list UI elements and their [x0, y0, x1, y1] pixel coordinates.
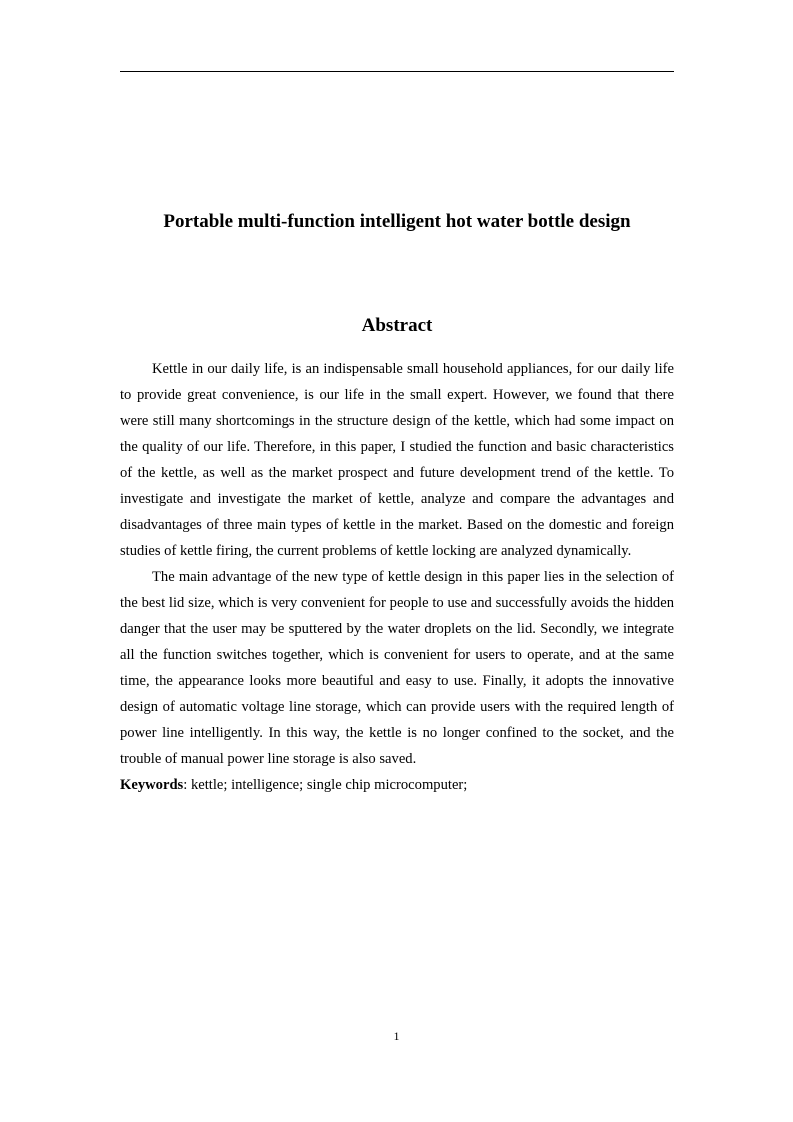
- keywords-text: : kettle; intelligence; single chip microcomputer;: [183, 777, 468, 793]
- page-number: 1: [393, 1029, 400, 1043]
- paper-title: Portable multi-function intelligent hot water bottle design: [163, 211, 631, 232]
- keywords-label: Keywords: [120, 777, 184, 793]
- abstract-heading: Abstract: [361, 315, 433, 336]
- abstract-body: [120, 356, 674, 798]
- header-rule: [120, 71, 674, 72]
- abstract-paragraph: The main advantage of the new type of kettle design in this paper lies in the selection of the best lid size, which is very convenient for people to use and successfully avoids the hidden danger that the user may be sputtered by the water droplets on the lid. Secondly, we integrate all the function switches together, which is convenient for users to operate, and at the same time, the appearance looks more beautiful and easy to use. Finally, it adopts the innovative design of automatic voltage line storage, which can provide users with the required length of power line intelligently. In this way, the kettle is no longer confined to the socket, and the trouble of manual power line storage is also saved.: [120, 569, 674, 767]
- keywords-line: [120, 772, 674, 798]
- abstract-paragraph: Kettle in our daily life, is an indispensable small household appliances, for our daily life to provide great convenience, is our life in the small expert. However, we found that there were still many shortcomings in the structure design of the kettle, which had some impact on the quality of our life. Therefore, in this paper, I studied the function and basic characteristics of the kettle, as well as the market prospect and future development trend of the kettle. To investigate and investigate the market of kettle, analyze and compare the advantages and disadvantages of three main types of kettle in the market. Based on the domestic and foreign studies of kettle firing, the current problems of kettle locking are analyzed dynamically.: [120, 361, 674, 559]
